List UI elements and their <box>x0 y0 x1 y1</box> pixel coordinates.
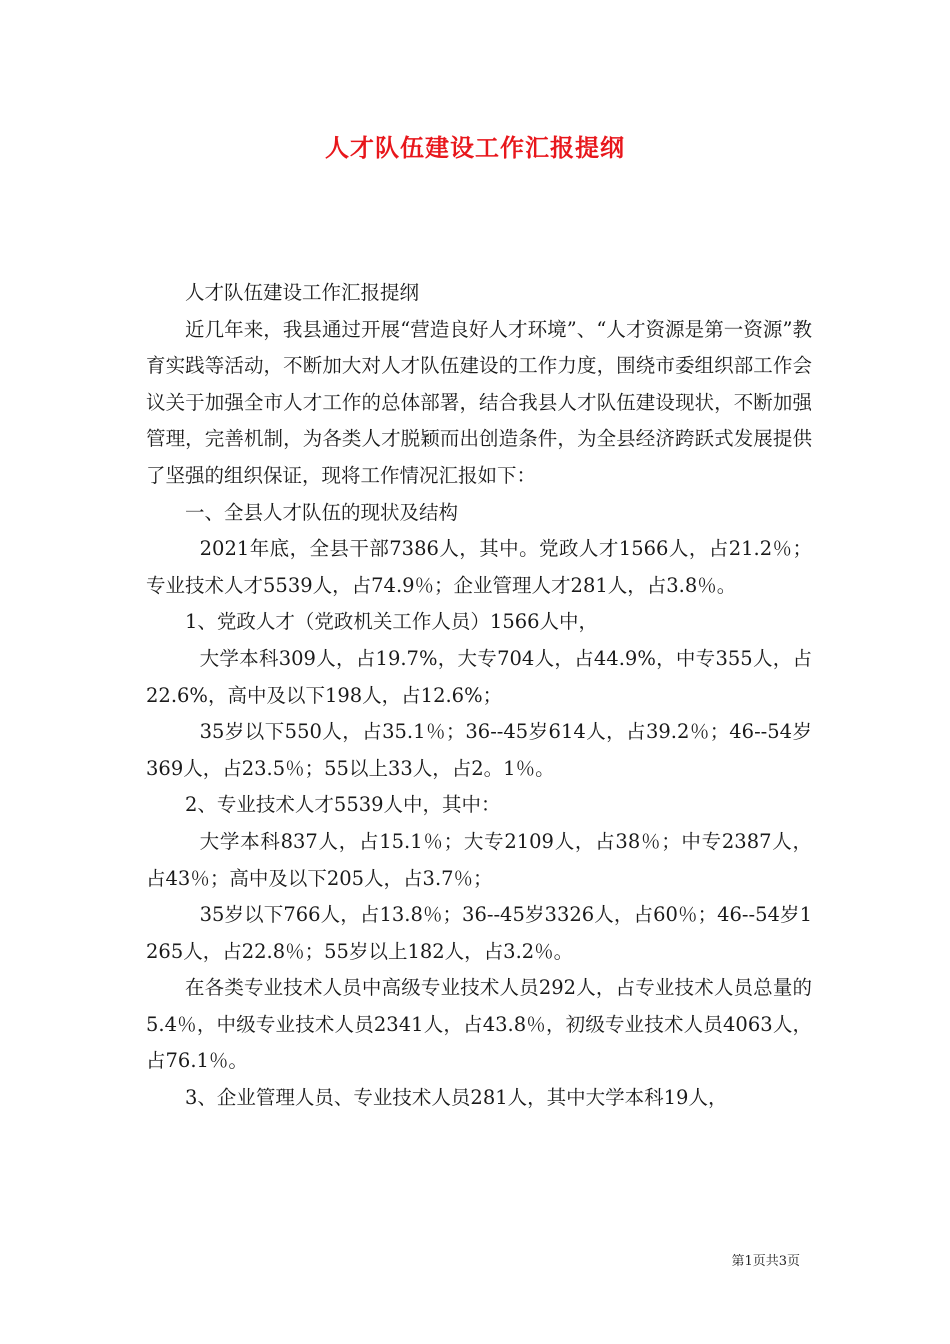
paragraph: 35岁以下766人，占13.8％；36--45岁3326人，占60％；46--54岁1265人，占22.8％；55岁以上182人，占3.2％。 <box>146 903 812 963</box>
paragraph-intro: 近几年来，我县通过开展“营造良好人才环境”、“人才资源是第一资源”教育实践等活动，不断加大对人才队伍建设的工作力度，围绕市委组织部工作会议关于加强全市人才工作的总体部署，结合我县人才队伍建设现状，不断加强管理，完善机制，为各类人才脱颖而出创造条件，为全县经济跨跃式发展提供了坚强的组织保证，现将工作情况汇报如下： <box>146 317 812 487</box>
paragraph: 大学本科309人，占19.7%，大专704人，占44.9%，中专355人，占22.6%，高中及以下198人，占12.6%； <box>146 646 812 707</box>
subsection-heading: 2、专业技术人才5539人中，其中： <box>185 793 501 817</box>
page-title: 人才队伍建设工作汇报提纲 <box>325 133 625 162</box>
subsection-heading: 3、企业管理人员、专业技术人员281人，其中大学本科19人， <box>185 1086 728 1110</box>
paragraph: 大学本科837人，占15.1％；大专2109人，占38％；中专2387人，占43％；高中及以下205人，占3.7％； <box>146 829 812 890</box>
paragraph: 35岁以下550人，占35.1％；36--45岁614人，占39.2％；46--54岁369人，占23.5％；55以上33人，占2。1％。 <box>146 720 812 780</box>
document-body <box>146 275 812 1117</box>
page-number: 第1页共3页 <box>731 1254 800 1269</box>
paragraph: 在各类专业技术人员中高级专业技术人员292人，占专业技术人员总量的5.4％，中级专业技术人员2341人，占43.8％，初级专业技术人员4063人，占76.1％。 <box>146 976 812 1073</box>
section-heading: 一、全县人才队伍的现状及结构 <box>185 500 459 524</box>
paragraph: 2021年底，全县干部7386人，其中。党政人才1566人，占21.2％；专业技术人才5539人，占74.9％；企业管理人才281人，占3.8％。 <box>146 537 812 597</box>
subsection-heading: 1、党政人才（党政机关工作人员）1566人中， <box>185 610 599 634</box>
paragraph-heading: 人才队伍建设工作汇报提纲 <box>185 281 420 304</box>
